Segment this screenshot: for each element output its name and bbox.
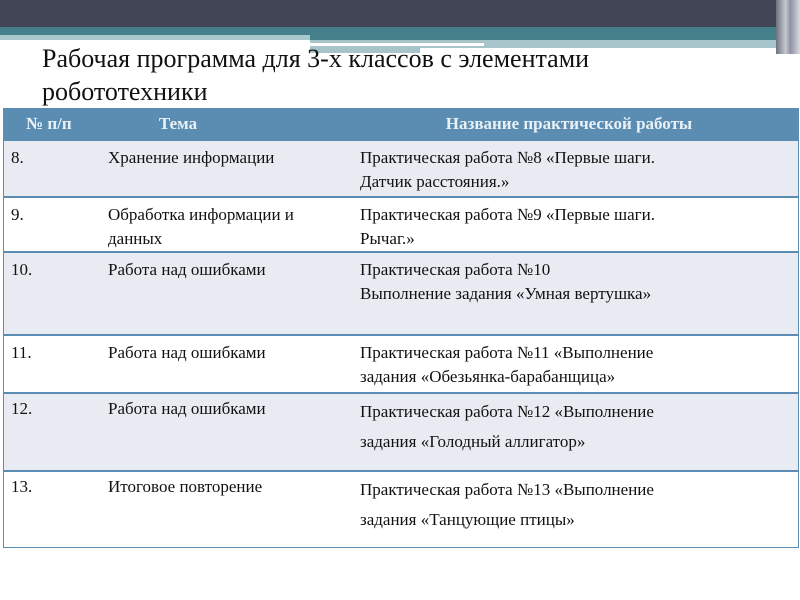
slide-title (42, 42, 742, 108)
header-work-title: Название практической работы (445, 114, 693, 133)
row-work-line1: Практическая работа №9 «Первые шаги. (360, 205, 655, 224)
right-edge-decoration (776, 0, 800, 54)
row-number: 13. (11, 477, 33, 496)
row-work (358, 475, 798, 547)
row-work (358, 146, 798, 196)
row-topic: Работа над ошибками (108, 260, 266, 279)
row-number: 8. (11, 148, 24, 167)
row-topic: Итоговое повторение (108, 477, 263, 496)
table-row (4, 472, 798, 547)
row-work-line1: Практическая работа №12 «Выполнение (360, 402, 654, 421)
teal-light-strip (0, 35, 310, 40)
table-header-row (4, 109, 798, 141)
row-work-line2: Датчик расстояния.» (360, 172, 510, 191)
row-topic-line1: Обработка информации и (108, 205, 294, 224)
row-number: 10. (11, 260, 33, 279)
table-row (4, 198, 798, 253)
top-dark-bar (0, 0, 800, 27)
row-work (358, 258, 798, 334)
row-work (358, 341, 798, 392)
row-topic-line2: данных (108, 229, 163, 248)
table-row (4, 394, 798, 472)
row-topic: Хранение информации (108, 148, 275, 167)
row-number: 12. (11, 399, 33, 418)
row-topic: Работа над ошибками (108, 343, 266, 362)
row-work-line2: задания «Танцующие птицы» (360, 510, 575, 529)
slide-title-line1: Рабочая программа для 3-х классов с элементами (42, 44, 590, 73)
header-number: № п/п (26, 114, 72, 133)
table-row (4, 336, 798, 394)
table-row (4, 141, 798, 198)
row-work-line1: Практическая работа №13 «Выполнение (360, 480, 654, 499)
program-table (3, 108, 799, 548)
row-work-line1: Практическая работа №8 «Первые шаги. (360, 148, 655, 167)
slide-title-line2: робототехники (42, 77, 208, 106)
row-work-line2: Рычаг.» (360, 229, 415, 248)
row-number: 9. (11, 205, 24, 224)
row-work-line2: задания «Голодный аллигатор» (360, 432, 586, 451)
row-work-line1: Практическая работа №11 «Выполнение (360, 343, 654, 362)
row-work-line2: Выполнение задания «Умная вертушка» (360, 284, 652, 303)
row-work-line2: задания «Обезьянка-барабанщица» (360, 367, 616, 386)
row-work (358, 397, 798, 470)
row-number: 11. (11, 343, 32, 362)
row-topic: Работа над ошибками (108, 399, 266, 418)
table-row (4, 253, 798, 336)
row-topic (108, 203, 358, 251)
header-topic: Тема (158, 114, 198, 133)
row-work (358, 203, 798, 251)
row-work-line1: Практическая работа №10 (360, 260, 551, 279)
